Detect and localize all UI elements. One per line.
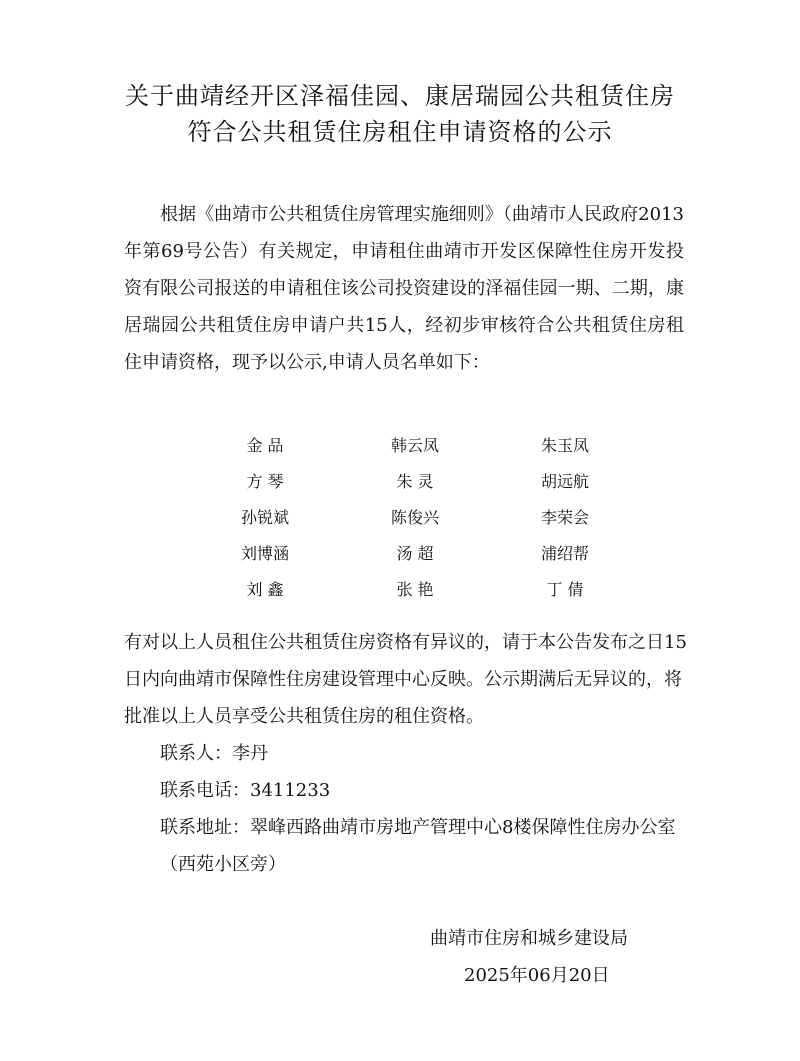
contact-phone: 联系电话：3411233	[160, 780, 331, 801]
applicant-name: 汤 超	[396, 544, 434, 563]
applicant-name: 刘博涵	[240, 544, 289, 563]
objection-notice: 有对以上人员租住公共租赁住房资格有异议的，请于本公告发布之日15日内向曲靖市保障性住房建设管理中心反映。公示期满后无异议的，将批准以上人员享受公共租赁住房的租住资格。	[124, 632, 687, 727]
applicant-name: 胡远航	[540, 472, 589, 491]
issuing-organization: 曲靖市住房和城乡建设局	[430, 928, 628, 949]
applicant-name: 朱 灵	[396, 472, 434, 491]
issue-date: 2025年06月20日	[464, 965, 610, 986]
applicant-name: 张 艳	[396, 580, 434, 599]
applicant-name: 朱玉凤	[540, 436, 589, 455]
issuer-block	[430, 920, 690, 994]
applicant-name: 孙锐斌	[240, 508, 289, 527]
applicant-name: 丁 倩	[546, 580, 584, 599]
notice-section	[124, 624, 694, 883]
applicant-name: 方 琴	[246, 472, 284, 491]
applicant-name: 韩云凤	[390, 436, 439, 455]
document-title-line-2: 符合公共租赁住房租住申请资格的公示	[187, 118, 613, 146]
applicant-name: 金 品	[246, 436, 284, 455]
document-title-line-1: 关于曲靖经开区泽福佳园、康居瑞园公共租赁住房	[125, 82, 675, 110]
intro-paragraph: 根据《曲靖市公共租赁住房管理实施细则》（曲靖市人民政府2013年第69号公告）有关规定，申请租住曲靖市开发区保障性住房开发投资有限公司报送的申请租住该公司投资建设的泽福佳园一期、二期，康居瑞园公共租赁住房申请户共15人，经初步审核符合公共租赁住房租住申请资格，现予以公示,申请人员名单如下：	[124, 204, 684, 373]
contact-person: 联系人：李丹	[160, 743, 268, 764]
applicant-name-list	[190, 428, 640, 608]
applicant-name: 陈俊兴	[390, 508, 439, 527]
intro-section	[124, 196, 684, 381]
applicant-name: 刘 鑫	[246, 580, 284, 599]
applicant-name: 浦绍帮	[540, 544, 589, 563]
contact-address: 联系地址：翠峰西路曲靖市房地产管理中心8楼保障性住房办公室（西苑小区旁）	[160, 817, 676, 875]
applicant-name: 李荣会	[540, 508, 589, 527]
